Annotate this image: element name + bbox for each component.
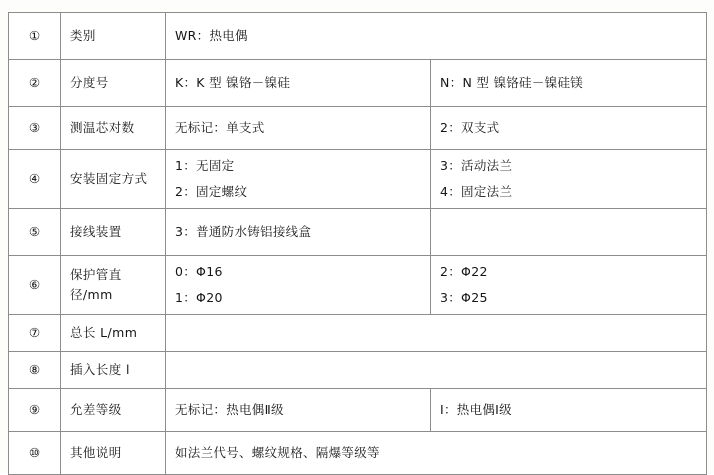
row-value-primary bbox=[166, 150, 431, 209]
row-value-secondary bbox=[431, 60, 707, 107]
table-row bbox=[9, 388, 707, 431]
table-row bbox=[9, 255, 707, 314]
row-value-merged bbox=[166, 351, 707, 388]
row-index: ⑤ bbox=[9, 208, 61, 255]
table-row bbox=[9, 314, 707, 351]
value-line: 如法兰代号、螺纹规格、隔爆等级等 bbox=[175, 444, 380, 460]
row-label: 接线装置 bbox=[61, 208, 166, 255]
row-label: 允差等级 bbox=[61, 388, 166, 431]
value-line: 0：Φ16 bbox=[175, 263, 223, 279]
row-index: ③ bbox=[9, 107, 61, 150]
row-index: ⑥ bbox=[9, 255, 61, 314]
row-index: ⑦ bbox=[9, 314, 61, 351]
value-line: 1：无固定 bbox=[175, 158, 235, 173]
table-row bbox=[9, 107, 707, 150]
value-line: 3：普通防水铸铝接线盒 bbox=[175, 224, 312, 240]
row-index: ② bbox=[9, 60, 61, 107]
row-label: 保护管直径/mm bbox=[61, 255, 166, 314]
row-label: 安装固定方式 bbox=[61, 150, 166, 209]
row-label: 类别 bbox=[61, 13, 166, 60]
table-row bbox=[9, 13, 707, 60]
row-value-merged bbox=[166, 314, 707, 351]
table-row bbox=[9, 60, 707, 107]
value-line: 1：Φ20 bbox=[175, 290, 223, 306]
table-row bbox=[9, 208, 707, 255]
row-label: 分度号 bbox=[61, 60, 166, 107]
value-line: 2：固定螺纹 bbox=[175, 184, 248, 200]
row-value-primary bbox=[166, 388, 431, 431]
row-index: ⑧ bbox=[9, 351, 61, 388]
specification-table bbox=[8, 12, 707, 475]
row-index: ① bbox=[9, 13, 61, 60]
value-line: 无标记：单支式 bbox=[175, 120, 265, 136]
row-label: 总长 L/mm bbox=[61, 314, 166, 351]
row-index: ⑨ bbox=[9, 388, 61, 431]
value-line: 无标记：热电偶Ⅱ级 bbox=[175, 401, 284, 417]
row-value-secondary bbox=[431, 150, 707, 209]
value-line: 2：Φ22 bbox=[440, 263, 488, 279]
row-value-secondary bbox=[431, 107, 707, 150]
row-value-secondary bbox=[431, 388, 707, 431]
row-label: 测温芯对数 bbox=[61, 107, 166, 150]
value-line: 4：固定法兰 bbox=[440, 184, 513, 200]
row-value-primary bbox=[166, 107, 431, 150]
value-line: N：N 型 镍铬硅－镍硅镁 bbox=[440, 75, 584, 91]
table-row bbox=[9, 351, 707, 388]
value-line: WR：热电偶 bbox=[175, 28, 248, 44]
value-line: 3：Φ25 bbox=[440, 290, 488, 306]
value-line: K：K 型 镍铬－镍硅 bbox=[175, 75, 291, 91]
row-value-primary bbox=[166, 208, 431, 255]
row-value-secondary bbox=[431, 208, 707, 255]
row-label: 其他说明 bbox=[61, 431, 166, 474]
row-value-merged bbox=[166, 13, 707, 60]
row-value-primary bbox=[166, 60, 431, 107]
row-value-primary bbox=[166, 255, 431, 314]
value-line: Ⅰ：热电偶Ⅰ级 bbox=[440, 401, 512, 417]
row-index: ④ bbox=[9, 150, 61, 209]
table-row bbox=[9, 431, 707, 474]
row-label: 插入长度 l bbox=[61, 351, 166, 388]
table-row bbox=[9, 150, 707, 209]
value-line: 2：双支式 bbox=[440, 120, 500, 136]
row-index: ⑩ bbox=[9, 431, 61, 474]
value-line: 3：活动法兰 bbox=[440, 158, 513, 173]
row-value-merged bbox=[166, 431, 707, 474]
row-value-secondary bbox=[431, 255, 707, 314]
